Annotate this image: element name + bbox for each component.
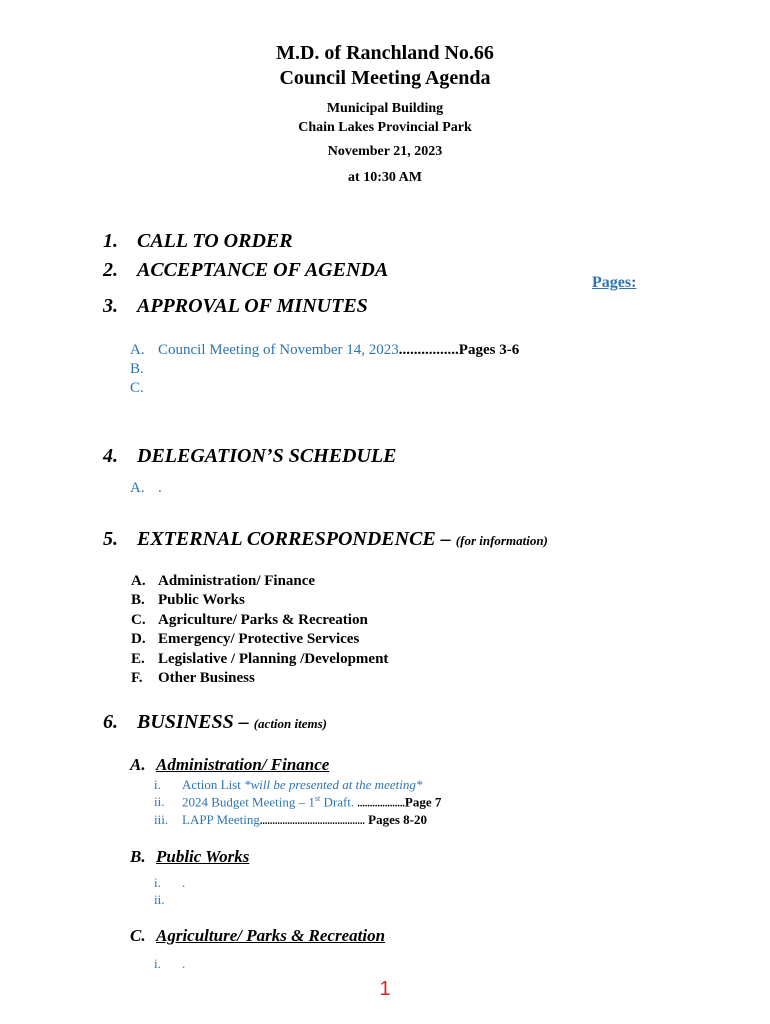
item-marker: A. <box>130 480 145 496</box>
meeting-time: at 10:30 AM <box>348 170 422 185</box>
section-title: EXTERNAL CORRESPONDENCE – <box>137 528 451 550</box>
item-text: Other Business <box>158 670 255 686</box>
list-item <box>154 794 441 810</box>
list-item <box>131 651 388 668</box>
subsection-marker: A. <box>130 755 146 774</box>
item-marker: ii. <box>154 892 165 907</box>
meeting-date: November 21, 2023 <box>327 144 443 159</box>
item-marker: E. <box>131 651 145 667</box>
section-title: BUSINESS – <box>137 711 249 733</box>
item-marker: i. <box>154 956 161 971</box>
item-text: 2024 Budget Meeting – 1 <box>182 794 315 810</box>
section-note: (for information) <box>455 533 548 548</box>
item-note: *will be presented at the meeting* <box>244 777 423 792</box>
section-number: 3. <box>103 295 118 317</box>
list-item <box>130 361 158 378</box>
list-item <box>154 875 185 891</box>
subsection-marker: C. <box>130 926 146 945</box>
item-marker: B. <box>131 592 145 608</box>
leader-dots: ................ <box>398 342 459 358</box>
item-text-2: Draft. <box>320 794 358 810</box>
item-text: Action List <box>182 777 245 792</box>
list-item <box>131 592 245 609</box>
list-item <box>154 812 427 828</box>
item-marker: A. <box>130 342 145 358</box>
organization-name: M.D. of Ranchland No.66 <box>276 42 494 64</box>
item-pages: Pages 3-6 <box>458 342 520 358</box>
section-note: (action items) <box>253 716 328 731</box>
subsection-title: Public Works <box>156 847 250 866</box>
pages-column-label: Pages: <box>592 274 637 291</box>
section-number: 4. <box>103 445 118 467</box>
list-item <box>130 380 158 397</box>
list-item <box>154 956 185 972</box>
list-item <box>131 573 315 590</box>
item-pages: Page 7 <box>404 794 442 810</box>
item-marker: ii. <box>154 794 165 810</box>
item-text: . <box>158 480 162 496</box>
section-call-to-order <box>103 230 293 253</box>
section-title: ACCEPTANCE OF AGENDA <box>137 259 389 281</box>
item-text: . <box>182 956 186 971</box>
item-marker: C. <box>131 612 146 628</box>
item-marker: i. <box>154 875 161 890</box>
item-marker: D. <box>131 631 146 647</box>
item-text: Legislative / Planning /Development <box>158 651 389 667</box>
section-number: 5. <box>103 528 118 550</box>
item-text: Agriculture/ Parks & Recreation <box>158 612 368 628</box>
item-pages: Pages 8-20 <box>364 812 427 827</box>
item-text: Administration/ Finance <box>158 573 316 589</box>
section-title: APPROVAL OF MINUTES <box>137 295 368 317</box>
section-business <box>103 711 327 734</box>
list-item <box>131 631 359 648</box>
list-item <box>131 612 368 629</box>
section-external-correspondence <box>103 528 548 551</box>
item-text: Council Meeting of November 14, 2023 <box>158 342 399 358</box>
list-item <box>154 892 182 908</box>
leader-dots: ................... <box>357 798 405 810</box>
document-title: Council Meeting Agenda <box>279 67 491 89</box>
subsection-marker: B. <box>130 847 146 866</box>
subsection-administration-finance <box>130 755 329 775</box>
list-item <box>154 777 422 793</box>
item-marker: C. <box>130 380 144 396</box>
item-text: . <box>182 875 186 890</box>
subsection-title: Agriculture/ Parks & Recreation <box>156 926 386 945</box>
section-number: 2. <box>103 259 118 281</box>
location-line-1: Municipal Building <box>326 101 444 116</box>
section-title: CALL TO ORDER <box>137 230 293 252</box>
item-marker: B. <box>130 361 144 377</box>
subsection-agriculture-parks-recreation <box>130 926 385 946</box>
item-marker: iii. <box>154 812 169 827</box>
section-number: 1. <box>103 230 118 252</box>
section-approval-of-minutes <box>103 295 368 318</box>
page-number: 1 <box>379 978 391 1000</box>
subsection-title: Administration/ Finance <box>156 755 330 774</box>
section-delegations-schedule <box>103 445 397 468</box>
list-item <box>130 480 162 497</box>
leader-dots: .......................................... <box>259 816 365 827</box>
section-acceptance-of-agenda <box>103 259 388 282</box>
section-number: 6. <box>103 711 118 733</box>
item-superscript: st <box>314 794 321 803</box>
list-item <box>130 342 519 359</box>
item-marker: i. <box>154 777 161 792</box>
list-item <box>131 670 255 687</box>
item-text: Public Works <box>158 592 245 608</box>
section-title: DELEGATION’S SCHEDULE <box>137 445 397 467</box>
item-text: Emergency/ Protective Services <box>158 631 360 647</box>
subsection-public-works <box>130 847 249 867</box>
item-marker: F. <box>131 670 143 686</box>
location-line-2: Chain Lakes Provincial Park <box>298 120 472 135</box>
item-text: LAPP Meeting <box>182 812 260 827</box>
item-marker: A. <box>131 573 146 589</box>
